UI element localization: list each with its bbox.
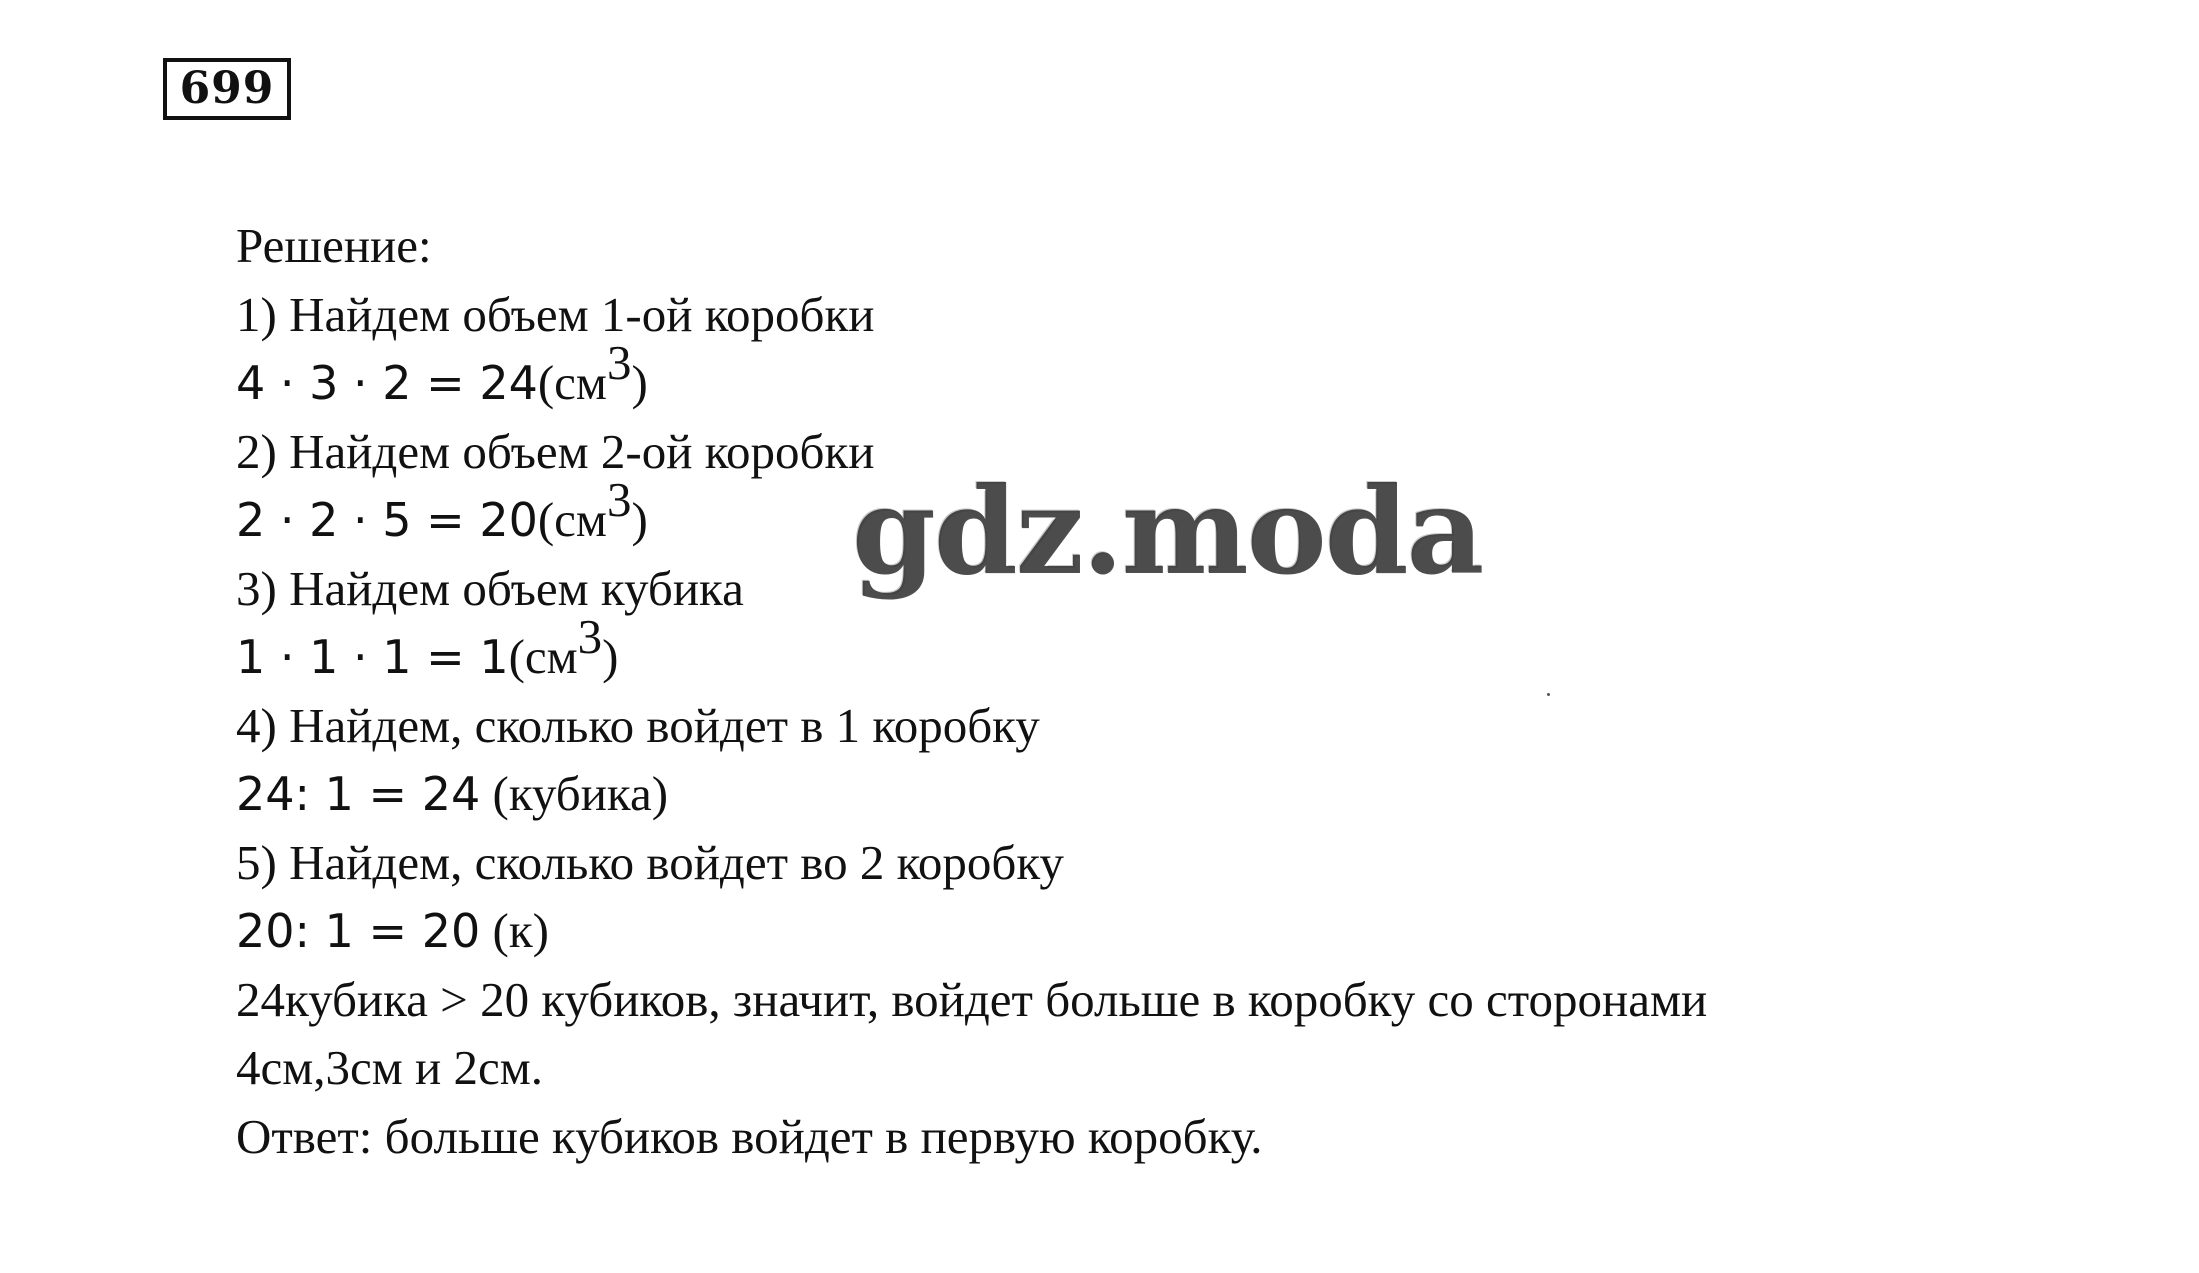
formula-expression: 24: 1 = 24: [236, 767, 481, 821]
formula-exponent: 3: [606, 471, 632, 527]
step-4-text: 4) Найдем, сколько войдет в 1 коробку: [236, 697, 1040, 753]
step-5-text: 5) Найдем, сколько войдет во 2 коробку: [236, 834, 1064, 890]
formula-unit: (к): [480, 903, 549, 958]
answer-text: Ответ: больше кубиков войдет в первую коробку.: [236, 1108, 1263, 1164]
formula-unit: (см: [537, 492, 607, 547]
step-3-formula: [236, 608, 1707, 692]
formula-exponent: 3: [577, 608, 603, 664]
comparison-text-continued: 4см,3см и 2см.: [236, 1040, 543, 1095]
watermark: gdz.moda: [852, 461, 1483, 602]
step-2-text: 2) Найдем объем 2-ой коробки: [236, 423, 875, 479]
formula-close: ): [631, 355, 648, 410]
step-3-text: 3) Найдем объем кубика: [236, 560, 744, 616]
solution-text: [236, 212, 1707, 1171]
step-5-formula: [236, 897, 1707, 966]
comparison-text: 24кубика > 20 кубиков, значит, войдет больше в коробку со сторонами: [236, 971, 1708, 1027]
problem-number-box: 699: [163, 58, 291, 120]
formula-unit: (кубика): [480, 766, 669, 821]
formula-exponent: 3: [606, 334, 632, 390]
formula-close: ): [602, 629, 619, 684]
formula-expression: 20: 1 = 20: [236, 904, 481, 958]
solution-heading: Решение:: [236, 218, 432, 273]
formula-expression: 1 · 1 · 1 = 1: [236, 630, 509, 684]
formula-unit: (см: [508, 629, 578, 684]
formula-expression: 2 · 2 · 5 = 20: [236, 493, 538, 547]
step-4-formula: [236, 760, 1707, 829]
scan-speck: [1547, 693, 1550, 696]
step-1-text: 1) Найдем объем 1-ой коробки: [236, 286, 875, 342]
formula-close: ): [631, 492, 648, 547]
formula-unit: (см: [537, 355, 607, 410]
formula-expression: 4 · 3 · 2 = 24: [236, 356, 538, 410]
step-1-formula: [236, 334, 1707, 418]
